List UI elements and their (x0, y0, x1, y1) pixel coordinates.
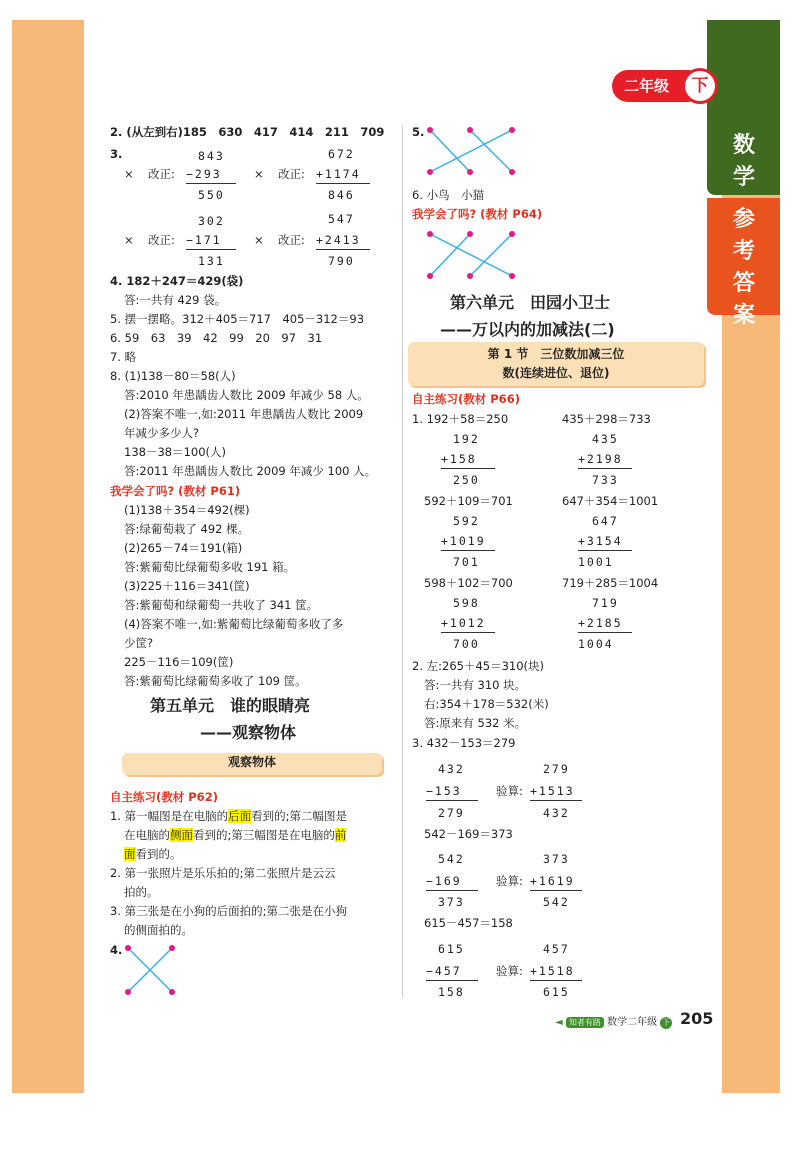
subject-label: 数学 (732, 133, 755, 190)
calc-result: 1001 (578, 555, 614, 569)
calc-rule (316, 183, 370, 184)
r-q2-line: 答:原来有 532 米。 (424, 716, 527, 730)
answer-4-text: 4. 182＋247＝429(袋) (110, 274, 244, 288)
q2-line: 2. 第一张照片是乐乐拍的;第二张照片是云云 (110, 866, 336, 880)
correction-label: 改正: (278, 233, 305, 247)
q3-line: 的侧面拍的。 (124, 923, 193, 937)
calc-top: 672 (328, 147, 355, 161)
practice-line: (1)138＋354＝492(棵) (124, 503, 250, 517)
answer-4 (110, 273, 243, 289)
practice-line: 答:绿葡萄栽了 492 棵。 (124, 522, 250, 536)
practice-line: 答:紫葡萄和绿葡萄一共收了 341 筐。 (124, 598, 319, 612)
column-divider (402, 125, 403, 997)
r-q3-line: 542－169＝373 (424, 827, 513, 841)
cross-diagram (122, 940, 182, 1000)
unit-5-subtitle: ——观察物体 (200, 723, 297, 742)
calc-top: 647 (592, 514, 619, 528)
practice-line: (2)265－74＝191(箱) (124, 541, 243, 555)
calc-top: 598 (453, 596, 480, 610)
q1-text: 在电脑的 (124, 828, 170, 842)
r-q3-line: 3. 432－153＝279 (412, 736, 516, 750)
calc-rule (441, 550, 495, 551)
practice-line: (4)答案不唯一,如:紫葡萄比绿葡萄多收了多 (124, 617, 344, 631)
subject-tab (707, 20, 780, 195)
answer-3-label: 3. (110, 147, 123, 161)
wrong-mark: × (124, 233, 134, 247)
calc-result: 846 (328, 188, 355, 202)
calc-operand: +1012 (441, 616, 486, 630)
q3-line: 3. 第三张是在小狗的后面拍的;第二张是在小狗 (110, 904, 347, 918)
calc-rule (530, 980, 582, 981)
section-heading: 自主练习(教材 P66) (412, 392, 520, 406)
answer-5: 5. 摆一摆略。312＋405＝717 405－312＝93 (110, 312, 365, 326)
calc-operand: +1019 (441, 534, 486, 548)
calc-operand: +1513 (530, 784, 575, 798)
wrong-mark: × (254, 167, 264, 181)
equation: 435＋298＝733 (562, 412, 651, 426)
calc-top: 302 (198, 214, 225, 228)
calc-rule (186, 183, 236, 184)
calc-rule (426, 980, 478, 981)
practice-line: 答:紫葡萄比绿葡萄多收 191 箱。 (124, 560, 296, 574)
calc-result: 279 (438, 806, 465, 820)
section-bar-label: 第 1 节 三位数加减三位 (487, 347, 625, 361)
r-q2-line: 2. 左:265＋45＝310(块) (412, 659, 545, 673)
section-heading: 我学会了吗? (教材 P61) (110, 484, 241, 498)
calc-operand: +1619 (530, 874, 575, 888)
answer-2: 2. (从左到右)185 630 417 414 211 709 (110, 125, 385, 139)
answer-4-reply: 答:一共有 429 袋。 (124, 293, 227, 307)
calc-operand: +2413 (316, 233, 361, 247)
practice-line: 225－116＝109(筐) (124, 655, 234, 669)
q1-text: 看到的。 (135, 847, 182, 861)
r-answer-5: 5. (412, 125, 425, 139)
answer-8-line: 答:2010 年患龋齿人数比 2009 年减少 58 人。 (124, 388, 369, 402)
q1-text: 1. 第一幅图是在电脑的 (110, 809, 229, 823)
calc-result: 250 (453, 473, 480, 487)
equation: 592＋109＝701 (424, 494, 513, 508)
q1-line (124, 827, 346, 843)
q1-line (124, 846, 182, 862)
calc-operand: −171 (186, 233, 222, 247)
calc-result: 701 (453, 555, 480, 569)
answer-8-line: 答:2011 年患龋齿人数比 2009 年减少 100 人。 (124, 464, 377, 478)
answers-tab (707, 198, 780, 328)
calc-rule (426, 800, 478, 801)
brand-badge: 知者有路 (566, 1017, 604, 1028)
calc-result: 550 (198, 188, 225, 202)
q2-line: 拍的。 (124, 885, 159, 899)
unit-6-title: 第六单元 田园小卫士 (450, 293, 611, 312)
term-badge: 下 (682, 68, 718, 104)
section-bar-label: 观察物体 (227, 755, 276, 769)
correction-label: 改正: (148, 233, 175, 247)
calc-top: 279 (543, 762, 570, 776)
footer-text: 数学二年级 (607, 1017, 658, 1028)
highlight: 后面 (228, 809, 252, 823)
check-label: 验算: (496, 874, 523, 888)
r-answer-6: 6. 小鸟 小猫 (412, 188, 485, 202)
wrong-mark: × (124, 167, 134, 181)
calc-operand: +1174 (316, 167, 361, 181)
grade-label: 二年级 (624, 77, 670, 95)
left-margin-band (12, 20, 84, 1093)
calc-operand: +3154 (578, 534, 623, 548)
calc-rule (441, 468, 495, 469)
r-q2-line: 答:一共有 310 块。 (424, 678, 527, 692)
equation: 647＋354＝1001 (562, 494, 659, 508)
calc-result: 1004 (578, 637, 614, 651)
answer-8-line: 138－38＝100(人) (124, 445, 227, 459)
calc-operand: −457 (426, 964, 462, 978)
calc-operand: −153 (426, 784, 462, 798)
q1-text: 看到的;第二幅图是 (251, 809, 348, 823)
section-heading: 自主练习(教材 P62) (110, 790, 218, 804)
page-number: 205 (680, 1009, 714, 1028)
calc-top: 843 (198, 149, 225, 163)
practice-line: 答:紫葡萄比绿葡萄多收了 109 筐。 (124, 674, 307, 688)
calc-top: 432 (438, 762, 465, 776)
unit-5-title: 第五单元 谁的眼睛亮 (150, 696, 311, 715)
page-footer (555, 1013, 672, 1029)
calc-result: 373 (438, 895, 465, 909)
answer-8-line: (2)答案不唯一,如:2011 年患龋齿人数比 2009 (124, 407, 364, 421)
section-heading: 我学会了吗? (教材 P64) (412, 207, 543, 221)
check-label: 验算: (496, 784, 523, 798)
section-bar-label: 数(连续进位、退位) (502, 366, 610, 380)
equation: 1. 192＋58＝250 (412, 412, 509, 426)
calc-top: 373 (543, 852, 570, 866)
calc-top: 192 (453, 432, 480, 446)
calc-result: 615 (543, 985, 570, 999)
term-icon: 下 (662, 1018, 671, 1027)
r-q2-line: 右:354＋178＝532(米) (424, 697, 549, 711)
calc-rule (578, 468, 632, 469)
matching-diagram (420, 226, 530, 286)
q4-label: 4. (110, 943, 123, 957)
matching-diagram (420, 122, 530, 182)
calc-rule (578, 632, 632, 633)
wrong-mark: × (254, 233, 264, 247)
calc-operand: +2185 (578, 616, 623, 630)
calc-result: 131 (198, 254, 225, 268)
calc-result: 733 (592, 473, 619, 487)
calc-top: 719 (592, 596, 619, 610)
highlight: 前 (334, 828, 347, 842)
arrow-left-icon: ◄ (555, 1017, 563, 1028)
calc-result: 432 (543, 806, 570, 820)
calc-operand: +2198 (578, 452, 623, 466)
answers-label: 参考答案 (732, 207, 755, 328)
correction-label: 改正: (148, 167, 175, 181)
calc-operand: −293 (186, 167, 222, 181)
equation: 719＋285＝1004 (562, 576, 659, 590)
highlight: 侧面 (170, 828, 193, 842)
practice-line: (3)225＋116＝341(筐) (124, 579, 250, 593)
q1-text: 看到的;第三幅图是在电脑的 (193, 828, 335, 842)
calc-operand: +158 (441, 452, 477, 466)
calc-top: 457 (543, 942, 570, 956)
calc-rule (426, 890, 478, 891)
calc-rule (441, 632, 495, 633)
section-bar (408, 342, 704, 386)
answer-7: 7. 略 (110, 350, 137, 364)
calc-top: 615 (438, 942, 465, 956)
practice-line: 少筐? (124, 636, 154, 650)
calc-top: 592 (453, 514, 480, 528)
calc-result: 542 (543, 895, 570, 909)
unit-6-subtitle: ——万以内的加减法(二) (440, 320, 615, 339)
calc-operand: +1518 (530, 964, 575, 978)
answer-8: 8. (1)138－80＝58(人) (110, 369, 236, 383)
correction-label: 改正: (278, 167, 305, 181)
calc-rule (186, 249, 236, 250)
calc-rule (578, 550, 632, 551)
highlight: 面 (124, 847, 136, 861)
calc-result: 158 (438, 985, 465, 999)
calc-rule (530, 800, 582, 801)
section-bar (122, 753, 382, 775)
calc-top: 435 (592, 432, 619, 446)
calc-result: 790 (328, 254, 355, 268)
calc-top: 542 (438, 852, 465, 866)
calc-result: 700 (453, 637, 480, 651)
equation: 598＋102＝700 (424, 576, 513, 590)
answer-8-line: 年减少多少人? (124, 426, 200, 440)
r-q3-line: 615－457＝158 (424, 916, 513, 930)
calc-operand: −169 (426, 874, 462, 888)
check-label: 验算: (496, 964, 523, 978)
calc-top: 547 (328, 212, 355, 226)
q1-line (110, 808, 347, 824)
calc-rule (530, 890, 582, 891)
answer-6: 6. 59 63 39 42 99 20 97 31 (110, 331, 323, 345)
calc-rule (316, 249, 370, 250)
